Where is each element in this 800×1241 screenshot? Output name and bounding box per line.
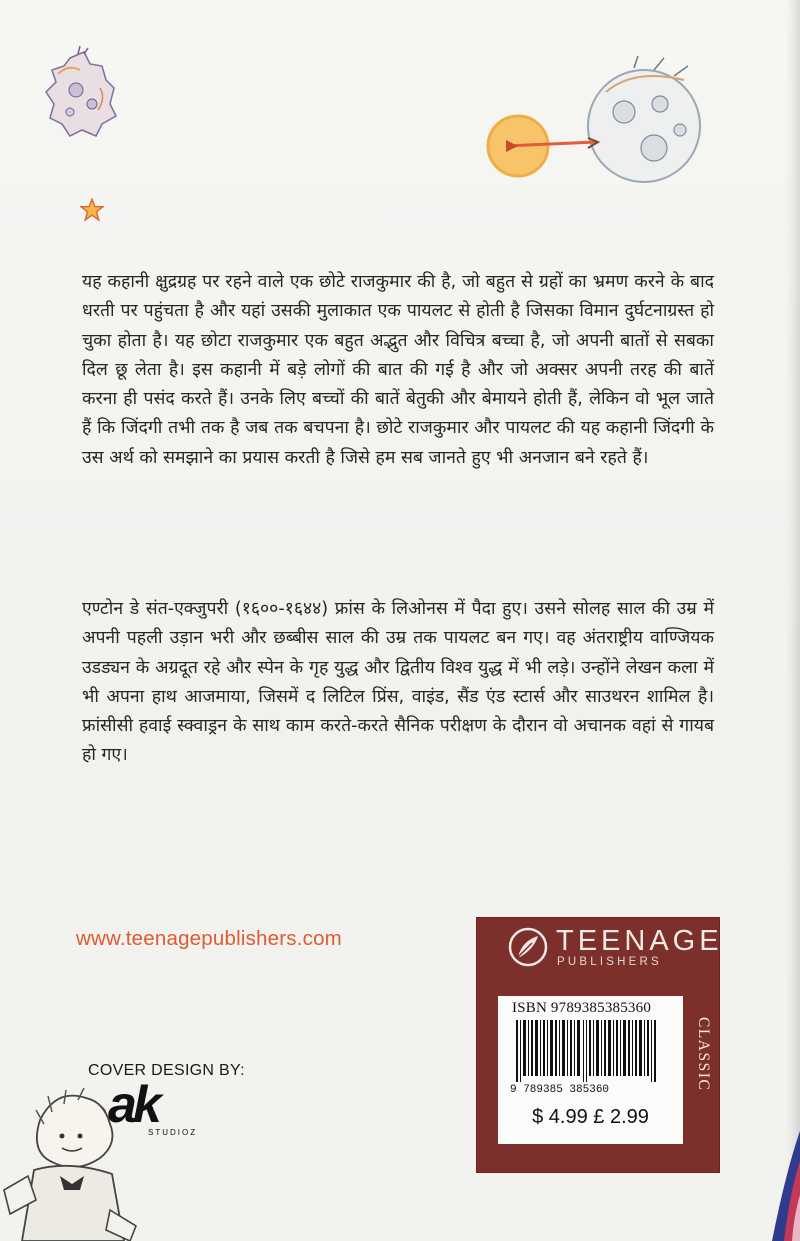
series-label: CLASSIC [695,1017,712,1092]
barcode-panel [498,996,683,1144]
corner-illustration [720,1131,800,1241]
star-icon [80,198,104,222]
publisher-tagline: PUBLISHERS [557,956,662,968]
quill-logo-icon [508,927,548,967]
description-paragraph: यह कहानी क्षुद्रग्रह पर रहने वाले एक छोटे राजकुमार की है, जो बहुत से ग्रहों का भ्रमण करने के बाद धरती पर पहुंचता है और यहां उसकी मुलाकात एक पायलट से होती है जिसका विमान दुर्घटनाग्रस्त हो चुका होता है। यह छोटा राजकुमार एक बहुत अद्भुत और विचित्र बच्चा है, जो अपनी बातों से सबका दिल छू लेता है। इस कहानी में बड़े लोगों की बात की गई है और जो अक्सर अपनी तरह की बातें करना ही पसंद करते हैं। उनके लिए बच्चों की बातें बेतुकी और बेमायने होती हैं, लेकिन वो भूल जाते हैं कि जिंदगी तभी तक है जब तक बचपना है। छोटे राजकुमार और पायलट की यह कहानी जिंदगी के उस अर्थ को समझाने का प्रयास करती है जिसे हम सब जानते हुए भी अनजान बने रहते हैं। [82,272,714,468]
isbn-number: ISBN 9789385385360 [512,1000,652,1016]
planet-illustration [484,52,724,192]
cover-design-credit: COVER DESIGN BY: [88,1062,245,1079]
barcode-digits: 9 789385 385360 [510,1084,610,1094]
little-prince-illustration [0,1080,150,1241]
spine-shadow [786,0,800,1241]
barcode [506,1020,676,1094]
price: $ 4.99 £ 2.99 [532,1106,649,1128]
studio-logo-sub: STUDIOZ [148,1128,198,1137]
studio-logo-mark: ak [108,1078,158,1134]
author-paragraph: एण्टोन डे संत-एक्जुपरी (१६००-१६४४) फ्रांस के लिओनस में पैदा हुए। उसने सोलह साल की उम्र में अपनी पहली उड़ान भरी और छब्बीस साल की उम्र तक पायलट बन गए। वह अंतराष्ट्रीय वाण्जियक उडड्यन के अग्रदूत रहे और स्पेन के गृह युद्ध और द्वितीय विश्व युद्ध में भी लड़े। उन्होंने लेखन कला में भी अपना हाथ आजमाया, जिसमें द लिटिल प्रिंस, वाइंड, सैंड एंड स्टार्स और साउथरन शामिल है। फ्रांसीसी हवाई स्क्वाड्रन के साथ काम करते-करते सैनिक परीक्षण के दौरान वो अचानक वहां से गायब हो गए। [82,599,714,766]
publisher-box [476,917,723,1173]
website-link[interactable]: www.teenagepublishers.com [76,927,342,950]
asteroid-illustration [40,44,124,144]
publisher-name: TEENAGE [556,925,723,957]
